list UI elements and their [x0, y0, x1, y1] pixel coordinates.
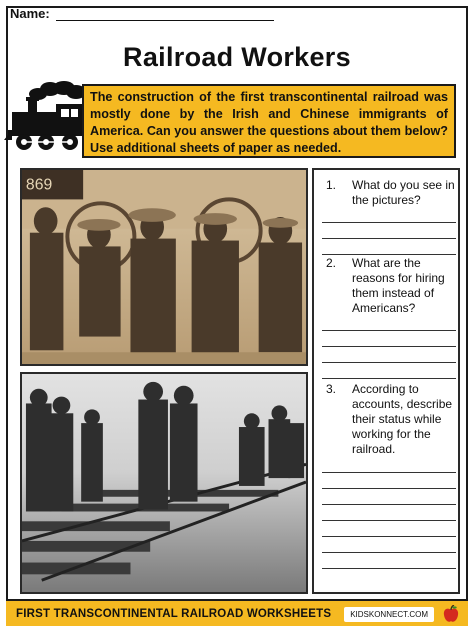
intro-text-box: The construction of the first transcontinental railroad was mostly done by the Irish and Chinese immigrants of America. Can you answer the questions about them below? Use additional sheets of paper as needed. — [82, 84, 456, 158]
answer-line[interactable] — [322, 378, 456, 379]
answer-line[interactable] — [322, 346, 456, 347]
answer-line[interactable] — [322, 472, 456, 473]
footer-title: FIRST TRANSCONTINENTAL RAILROAD WORKSHEETS — [16, 608, 332, 620]
question-text: According to accounts, describe their status while working for the railroad. — [352, 382, 453, 456]
questions-panel — [312, 168, 460, 594]
question-text: What are the reasons for hiring them instead of Americans? — [352, 256, 445, 315]
question-number: 3. — [326, 382, 337, 396]
footer-bar — [6, 599, 468, 626]
answer-line[interactable] — [322, 568, 456, 569]
name-field-line[interactable] — [56, 9, 274, 21]
track-laying-photo — [20, 372, 308, 594]
question-number: 1. — [326, 178, 337, 192]
page-title: Railroad Workers — [123, 42, 351, 72]
question-text: What do you see in the pictures? — [352, 178, 455, 207]
answer-line[interactable] — [322, 536, 456, 537]
answer-line[interactable] — [322, 552, 456, 553]
train-icon — [4, 80, 88, 154]
workers-group-photo — [20, 168, 308, 366]
answer-line[interactable] — [322, 504, 456, 505]
brand-logo[interactable]: KIDSKONNECT.COM — [344, 607, 434, 622]
question-number: 2. — [326, 256, 337, 270]
answer-line[interactable] — [322, 488, 456, 489]
apple-icon — [442, 605, 460, 624]
answer-line[interactable] — [322, 254, 456, 255]
name-row — [10, 6, 274, 21]
answer-line[interactable] — [322, 238, 456, 239]
answer-line[interactable] — [322, 222, 456, 223]
name-label: Name: — [10, 6, 50, 21]
answer-line[interactable] — [322, 362, 456, 363]
engine-number-label: 869 — [25, 176, 53, 194]
answer-line[interactable] — [322, 330, 456, 331]
answer-line[interactable] — [322, 520, 456, 521]
